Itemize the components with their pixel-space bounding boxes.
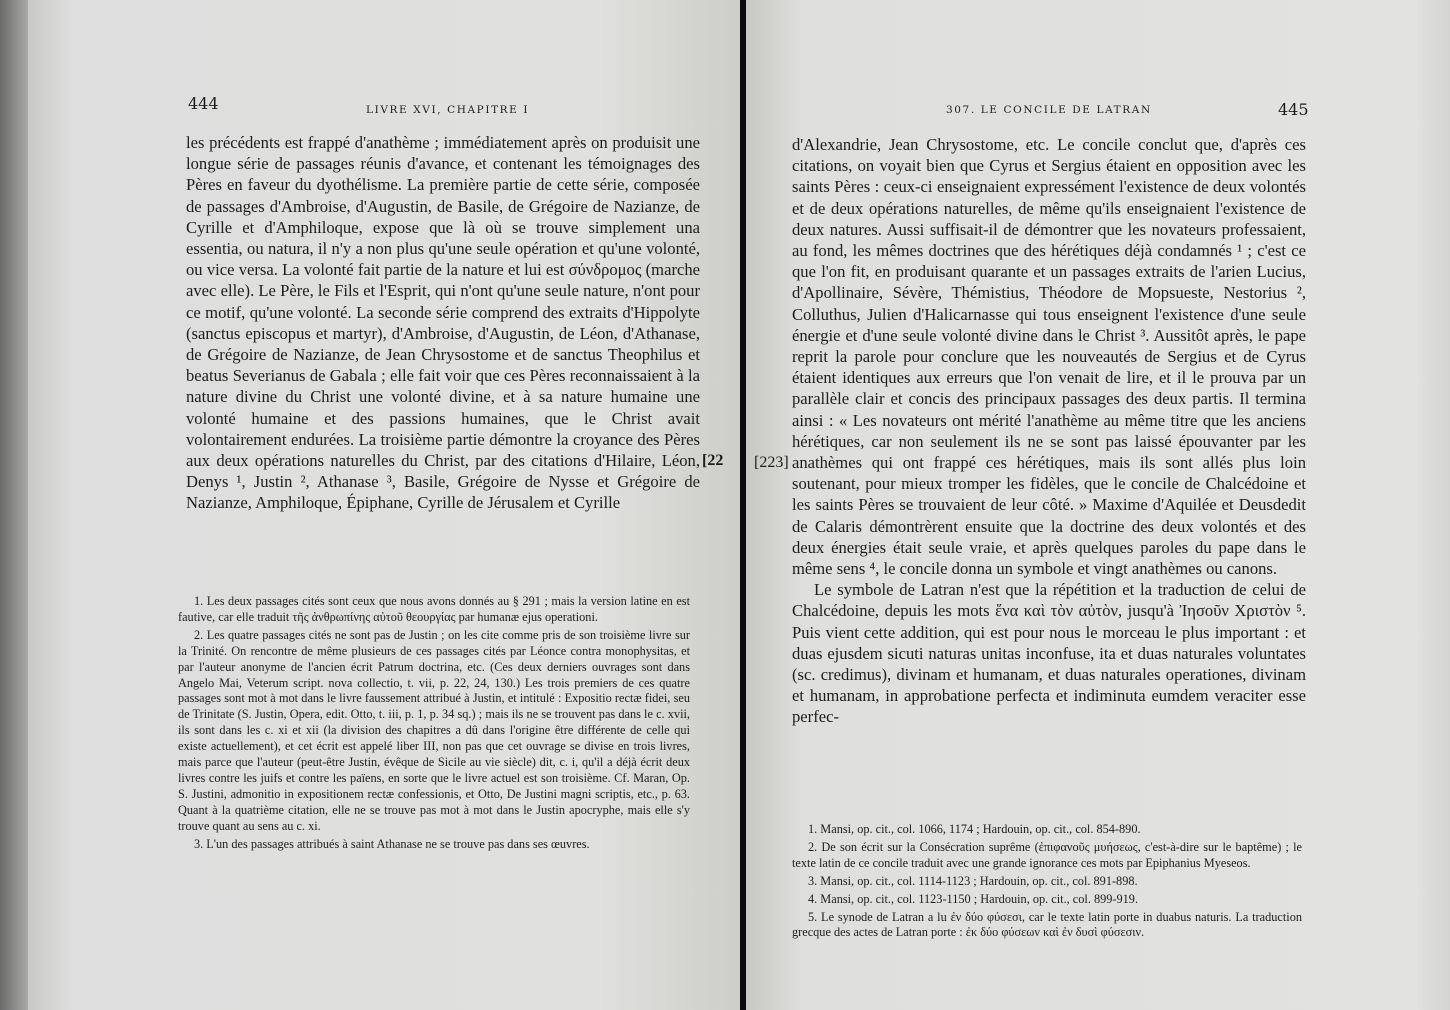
left-page	[28, 0, 740, 1010]
right-footnote-3: 3. Mansi, op. cit., col. 1114-1123 ; Hardouin, op. cit., col. 891-898.	[808, 873, 1138, 888]
left-running-head: LIVRE XVI, CHAPITRE I	[366, 104, 530, 116]
right-page	[746, 0, 1450, 1010]
left-body-paragraph: les précédents est frappé d'anathème ; immédiatement après on produisit une longue série de passages réunis d'avance, et contenant les témoignages des Pères en faveur du dyothélisme. La première partie de cette série, composée de passages d'Ambroise, d'Augustin, de Basile, de Grégoire de Nazianze, de Cyrille et d'Amphiloque, expose que là où se trouve simplement una essentia, ou natura, il n'y a non plus qu'une seule opération et qu'une volonté, ou vice versa. La volonté fait partie de la nature et lui est σύνδρομος (marche avec elle). Le Père, le Fils et l'Esprit, qui n'ont qu'une seule nature, n'ont pour ce motif, qu'une volonté. La seconde série comprend des extraits d'Hippolyte (sanctus episcopus et martyr), d'Ambroise, d'Augustin, de Léon, d'Athanase, de Grégoire de Nazianze, de Jean Chrysostome et de sanctus Theophilus et beatus Severianus de Gabala ; elle fait voir que ces Pères reconnaissaient à la nature divine du Christ une volonté divine, et à sa nature humaine une volonté humaine et des passions humaines, que le Christ avait volontairement endurées. La troisième partie démontre la croyance des Pères aux deux opérations naturelles du Christ, par des citations d'Hilaire, Léon, Denys ¹, Justin ², Athanase ³, Basile, Grégoire de Nysse et Grégoire de Nazianze, Amphiloque, Épiphane, Cyrille de Jérusalem et Cyrille	[186, 133, 700, 513]
left-margin-number: [22	[702, 452, 724, 469]
left-page-number: 444	[188, 94, 219, 113]
right-footnote-4: 4. Mansi, op. cit., col. 1123-1150 ; Hardouin, op. cit., col. 899-919.	[808, 891, 1139, 906]
right-footnote-5: 5. Le synode de Latran a lu ἐν δύο φύσεσι, car le texte latin porte in duabus naturis. La traduction grecque des actes de Latran porte : ἐκ δύο φύσεων καὶ ἐν δυσὶ φύσεσιν.	[792, 909, 1302, 940]
right-running-head: 307. LE CONCILE DE LATRAN	[946, 104, 1152, 116]
left-body-text	[186, 132, 700, 514]
left-footnotes	[178, 594, 690, 855]
book-edge	[0, 0, 28, 1010]
right-footnote-1: 1. Mansi, op. cit., col. 1066, 1174 ; Hardouin, op. cit., col. 854-890.	[808, 822, 1141, 836]
right-footnote-2: 2. De son écrit sur la Consécration suprême (ἐπιφανοῦς μυήσεως, c'est-à-dire sur le baptême) ; le texte latin de ce concile traduit avec une grande ignorance ces mots par Epiphanius Myeseos.	[792, 839, 1302, 870]
right-footnotes	[792, 822, 1302, 943]
right-margin-number: [223]	[754, 454, 789, 471]
right-body-paragraph-2: Le symbole de Latran n'est que la répétition et la traduction de celui de Chalcédoine, depuis les mots ἕνα καὶ τὸν αὐτὸν, jusqu'à Ἰησοῦν Χριστὸν ⁵. Puis vient cette addition, qui est pour nous le morceau le plus important : et duas ejusdem sicuti naturas unitas inconfuse, ita et duas naturales voluntates (sc. credimus), divinam et humanam, et duas naturales operationes, divinam et humanam, in approbatione perfecta et indiminuta eumdem veraciter esse perfec-	[792, 580, 1306, 727]
right-page-number: 445	[1278, 100, 1309, 119]
left-footnote-2: 2. Les quatre passages cités ne sont pas de Justin ; on les cite comme pris de son troisième livre sur la Trinité. On rencontre de même plusieurs de ces passages cités par Léonce contra monophysitas, et par l'auteur anonyme de l'ancien écrit Patrum doctrina, etc. (Ces deux derniers ouvrages sont dans Angelo Mai, Veterum script. nova collectio, t. vii, p. 22, 24, 130.) Les trois premiers de ces quatre passages sont mot à mot dans le livre faussement attribué à Justin, et intitulé : Expositio rectæ fidei, seu de Trinitate (S. Justin, Opera, edit. Otto, t. iii, p. 1, p. 34 sq.) ; mais ils ne se trouvent pas dans le c. xvii, ils sont dans les c. xi et xii (la division des chapitres a dû dans l'origine être différente de celle qui existe actuellement), et cet écrit est appelé liber III, non pas que cet ouvrage se divise en trois livres, mais parce que l'auteur (peut-être Justin, évêque de Sicile au vie siècle) dit, c. i, qu'il a déjà écrit deux livres contre les juifs et contre les païens, en sorte que le livre actuel est son troisième. Cf. Maran, Op. S. Justini, admonitio in expositionem rectæ confessionis, et Otto, De Justini magni scriptis, etc., p. 63. Quant à la quatrième citation, elle ne se trouve pas mot à mot dans le Justin apocryphe, mais elle s'y trouve quant au sens au c. xi.	[178, 627, 690, 833]
right-body-paragraph-1: d'Alexandrie, Jean Chrysostome, etc. Le concile conclut que, d'après ces citations, on voyait bien que Cyrus et Sergius étaient en opposition avec les saints Pères : ceux-ci enseignaient expressément l'existence de deux volontés et de deux opérations naturelles, de même qu'ils enseignaient l'existence de deux natures. Aussi suffisait-il de démontrer que les novateurs professaient, au fond, les mêmes doctrines que des hérétiques déjà condamnés ¹ ; c'est ce que l'on fit, en produisant quarante et un passages extraits de l'arien Lucius, d'Apollinaire, Sévère, Thémistius, Théodore de Mopsueste, Nestorius ², Colluthus, Julien d'Halicarnasse qui tous enseignent l'existence d'une seule énergie et d'une seule volonté divine dans le Christ ³. Aussitôt après, le pape reprit la parole pour conclure que les nouveautés de Sergius et de Cyrus étaient identiques aux erreurs que l'on venait de lire, et il le prouva par un parallèle clair et concis des principaux passages des deux partis. Il termina ainsi : « Les novateurs ont mérité l'anathème au même titre que les anciens hérétiques, car non seulement ils ne se sont pas laissé épouvanter par les anathèmes qui ont frappé ces hérétiques, mais ils sont allés plus loin soutenant, pour mieux tromper les fidèles, que le concile de Chalcédoine et les saints Pères se trouvaient de leur côté. » Maxime d'Aquilée et Deusdedit de Calaris démontrèrent ensuite que la doctrine des deux volontés et des deux énergies était seule vraie, et après quelques paroles du pape dans le même sens ⁴, le concile donna un symbole et vingt anathèmes ou canons.	[792, 135, 1306, 579]
left-footnote-1: 1. Les deux passages cités sont ceux que nous avons donnés au § 291 ; mais la version latine en est fautive, car elle traduit τῆς ἀνθρωπίνης αὐτοῦ θεουργίας par humanæ ejus operationi.	[178, 594, 690, 624]
right-body-text	[792, 134, 1306, 728]
left-footnote-3: 3. L'un des passages attribués à saint Athanase ne se trouve pas dans ses œuvres.	[194, 836, 590, 851]
